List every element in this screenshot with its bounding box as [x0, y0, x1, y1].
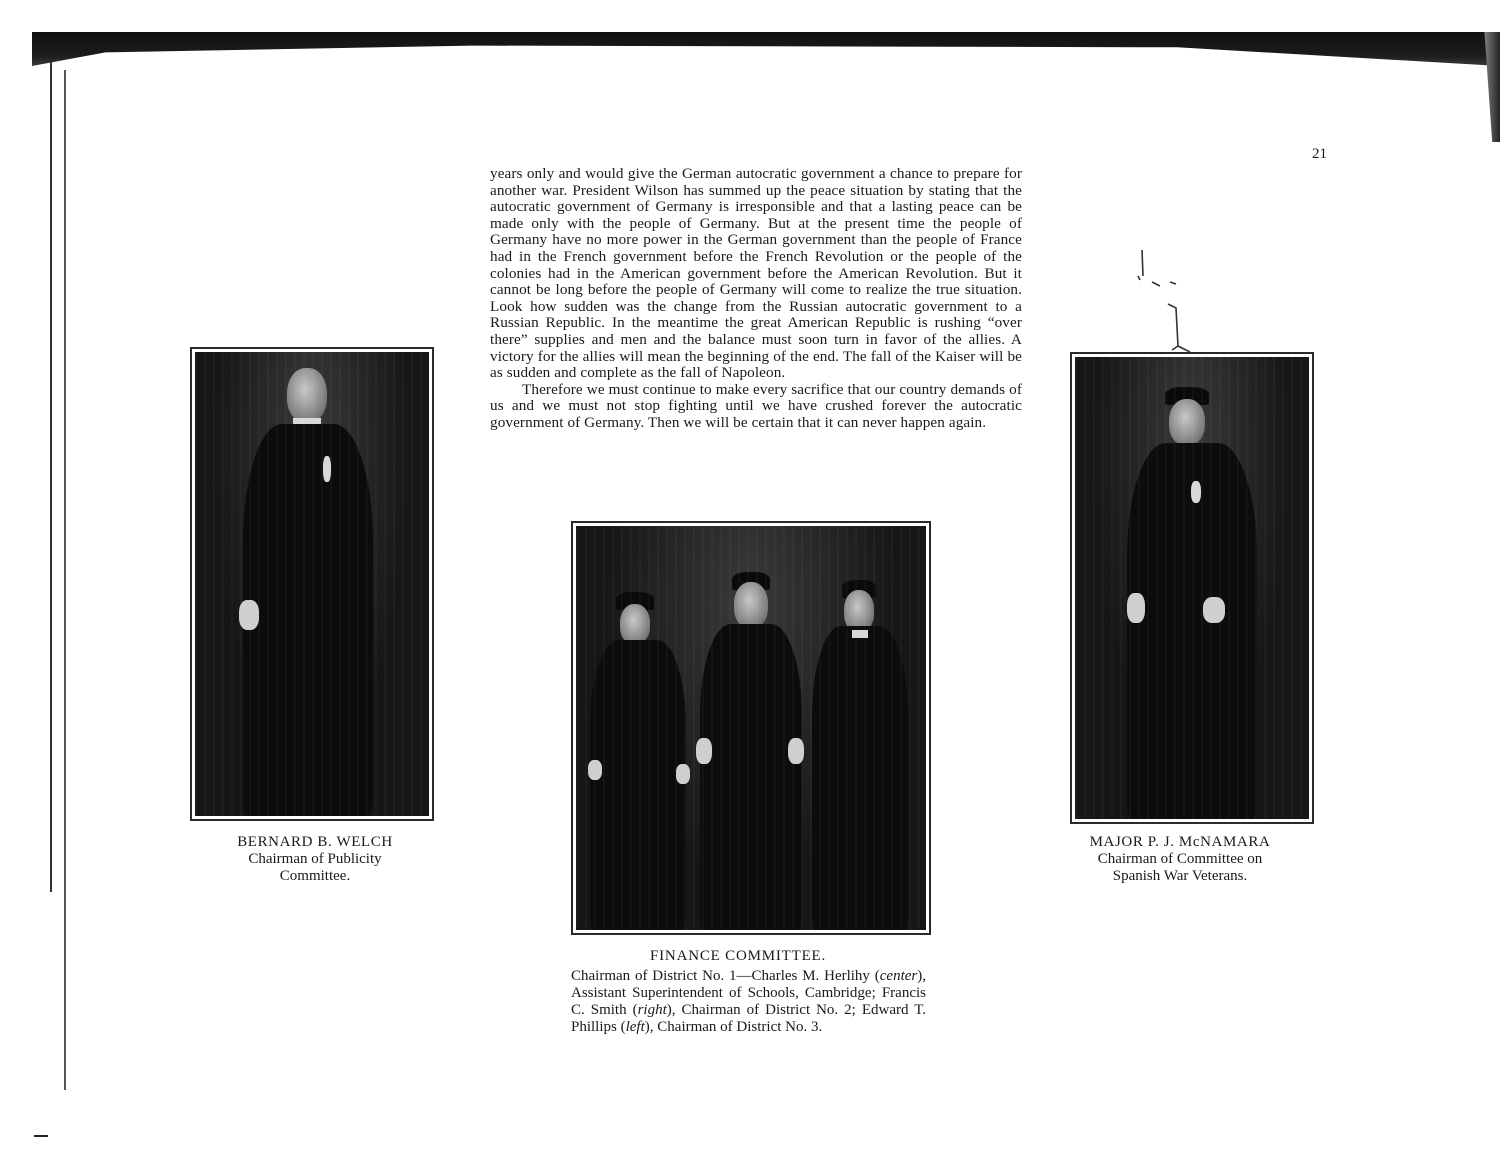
- welch-role-line1: Chairman of Publicity: [248, 851, 382, 867]
- portrait-figure: [195, 352, 429, 816]
- group-figures: [576, 526, 926, 930]
- finance-committee-title: FINANCE COMMITTEE.: [650, 948, 827, 964]
- welch-caption: [190, 834, 440, 885]
- caption-emphasis: right: [637, 1002, 667, 1018]
- caption-emphasis: center: [879, 968, 918, 984]
- welch-photo: [190, 347, 434, 821]
- photo-image: [195, 352, 429, 816]
- photo-image: [576, 526, 926, 930]
- caption-text: ), Chairman of District No. 3.: [644, 1019, 823, 1035]
- mcnamara-role-line2: Spanish War Veterans.: [1112, 868, 1248, 884]
- page-edge-line-inner: [64, 70, 66, 1090]
- portrait-figure: [1075, 357, 1309, 819]
- article-paragraph: Therefore we must continue to make every sacrifice that our country demands of us and we must not stop fighting until we have crushed forever the autocratic government of Germany. Then we will be certain that it can never happen again.: [490, 380, 1022, 431]
- caption-text: ), Chairman of District No. 2; Edward T. Phillips (: [571, 1002, 926, 1035]
- margin-mark: [34, 1135, 48, 1137]
- scan-border-top: [32, 32, 1500, 66]
- mcnamara-caption: [1055, 834, 1305, 885]
- finance-committee-caption: [571, 968, 926, 1036]
- mcnamara-role-line1: Chairman of Committee on: [1097, 851, 1263, 867]
- pencil-mark: [1132, 246, 1202, 356]
- photo-image: [1075, 357, 1309, 819]
- welch-name: BERNARD B. WELCH: [237, 834, 393, 850]
- article-paragraph: years only and would give the German autocratic government a chance to prepare for another war. President Wilson has summed up the peace situation by stating that the autocratic government of Germany is irresponsible and that a lasting peace can be made only with the people of Germany. But at the present time the people of Germany have no more power in the German government than the people of France had in the French government before the French Revolution or the people of the colonies had in the American government before the American Revolution. But it cannot be long before the people of Germany will come to realize the true situation. Look how sudden was the change from the Russian autocratic government to a Russian Republic. In the meantime the great American Republic is rushing “over there” supplies and men and the balance must soon turn in favor of the allies. A victory for the allies will mean the beginning of the end. The fall of the Kaiser will be as sudden and complete as the fall of Napoleon.: [490, 165, 1022, 382]
- finance-committee-photo: [571, 521, 931, 935]
- welch-role-line2: Committee.: [279, 868, 351, 884]
- caption-text: ), Assistant Superintendent of Schools, Cambridge; Francis C. Smith (: [571, 968, 926, 1018]
- mcnamara-name: MAJOR P. J. McNAMARA: [1089, 834, 1271, 850]
- caption-text: Chairman of District No. 1—Charles M. Herlihy (: [571, 968, 880, 984]
- page-number: 21: [1312, 146, 1327, 162]
- page-edge-line: [50, 62, 52, 892]
- caption-emphasis: left: [625, 1019, 645, 1035]
- article-text: [490, 166, 1022, 432]
- mcnamara-photo: [1070, 352, 1314, 824]
